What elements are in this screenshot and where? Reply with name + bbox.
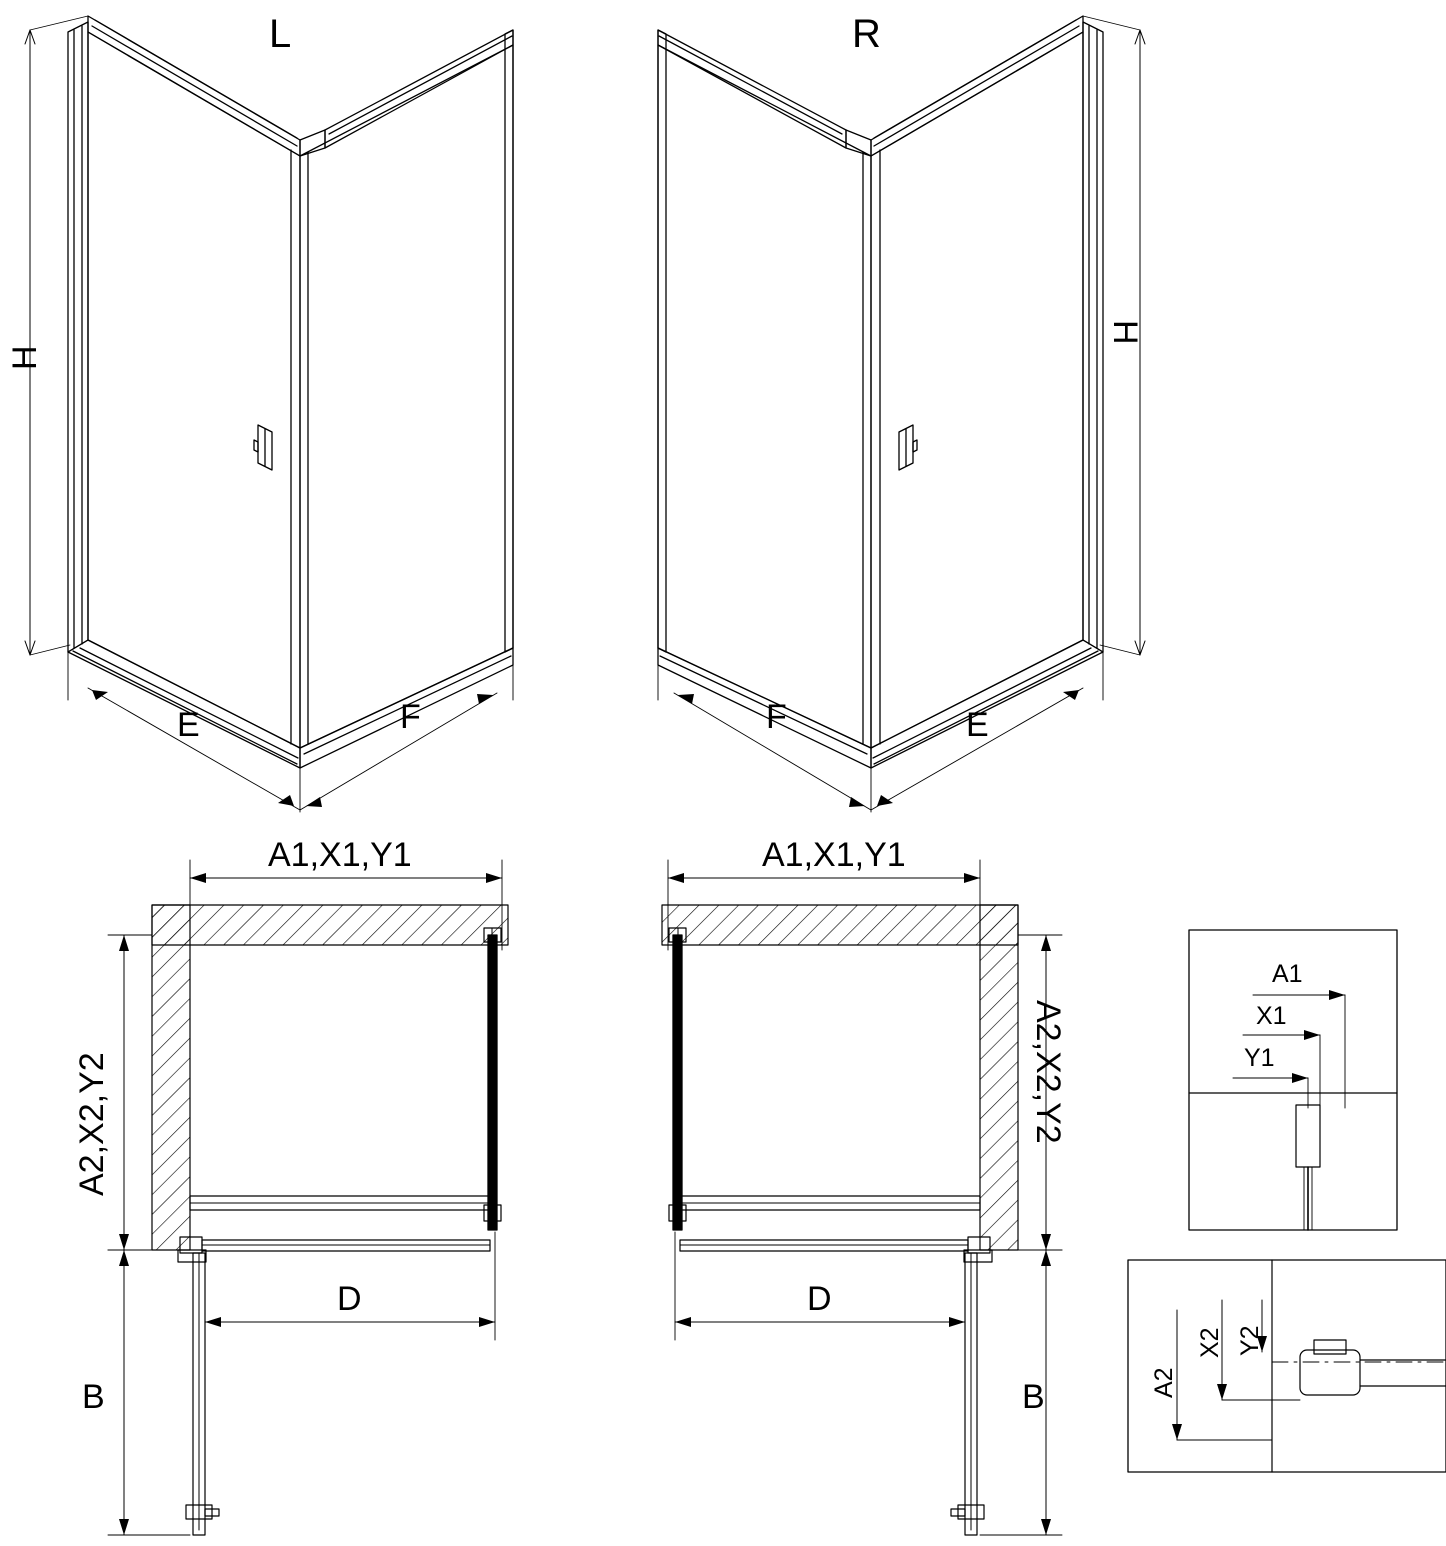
iso-left-height-label: H: [6, 345, 44, 370]
plan-right-door-width-label: D: [807, 1280, 832, 1318]
plan-left-door-width-label: D: [337, 1280, 362, 1318]
detail-bottom-x2-label: X2: [1196, 1327, 1224, 1358]
iso-right-height-label: H: [1106, 320, 1144, 345]
iso-left-side-f-label: F: [400, 698, 421, 736]
iso-left-side-e-label: E: [177, 706, 200, 744]
plan-right-door-swing-label: B: [1022, 1378, 1045, 1416]
detail-top-a1-label: A1: [1272, 960, 1303, 988]
detail-top-x1-label: X1: [1256, 1002, 1287, 1030]
plan-right-geometry: [662, 860, 1062, 1535]
plan-left-top-dimension-label: A1,X1,Y1: [268, 836, 412, 874]
view-title-left: L: [269, 12, 292, 56]
plan-left-side-dimension-label: A2,X2,Y2: [73, 1052, 111, 1196]
plan-left-door-swing-label: B: [82, 1378, 105, 1416]
iso-right-side-f-label: F: [766, 698, 787, 736]
detail-bottom-geometry: [1128, 1260, 1446, 1472]
iso-left-geometry: [25, 12, 513, 812]
view-title-right: R: [852, 12, 881, 56]
plan-right-side-dimension-label: A2,X2,Y2: [1029, 1000, 1067, 1144]
plan-left-geometry: [108, 860, 508, 1535]
iso-right-geometry: [658, 12, 1145, 812]
detail-bottom-y2-label: Y2: [1236, 1325, 1264, 1356]
plan-right-top-dimension-label: A1,X1,Y1: [762, 836, 906, 874]
detail-top-y1-label: Y1: [1244, 1044, 1275, 1072]
iso-right-side-e-label: E: [966, 706, 989, 744]
detail-bottom-a2-label: A2: [1150, 1367, 1178, 1398]
